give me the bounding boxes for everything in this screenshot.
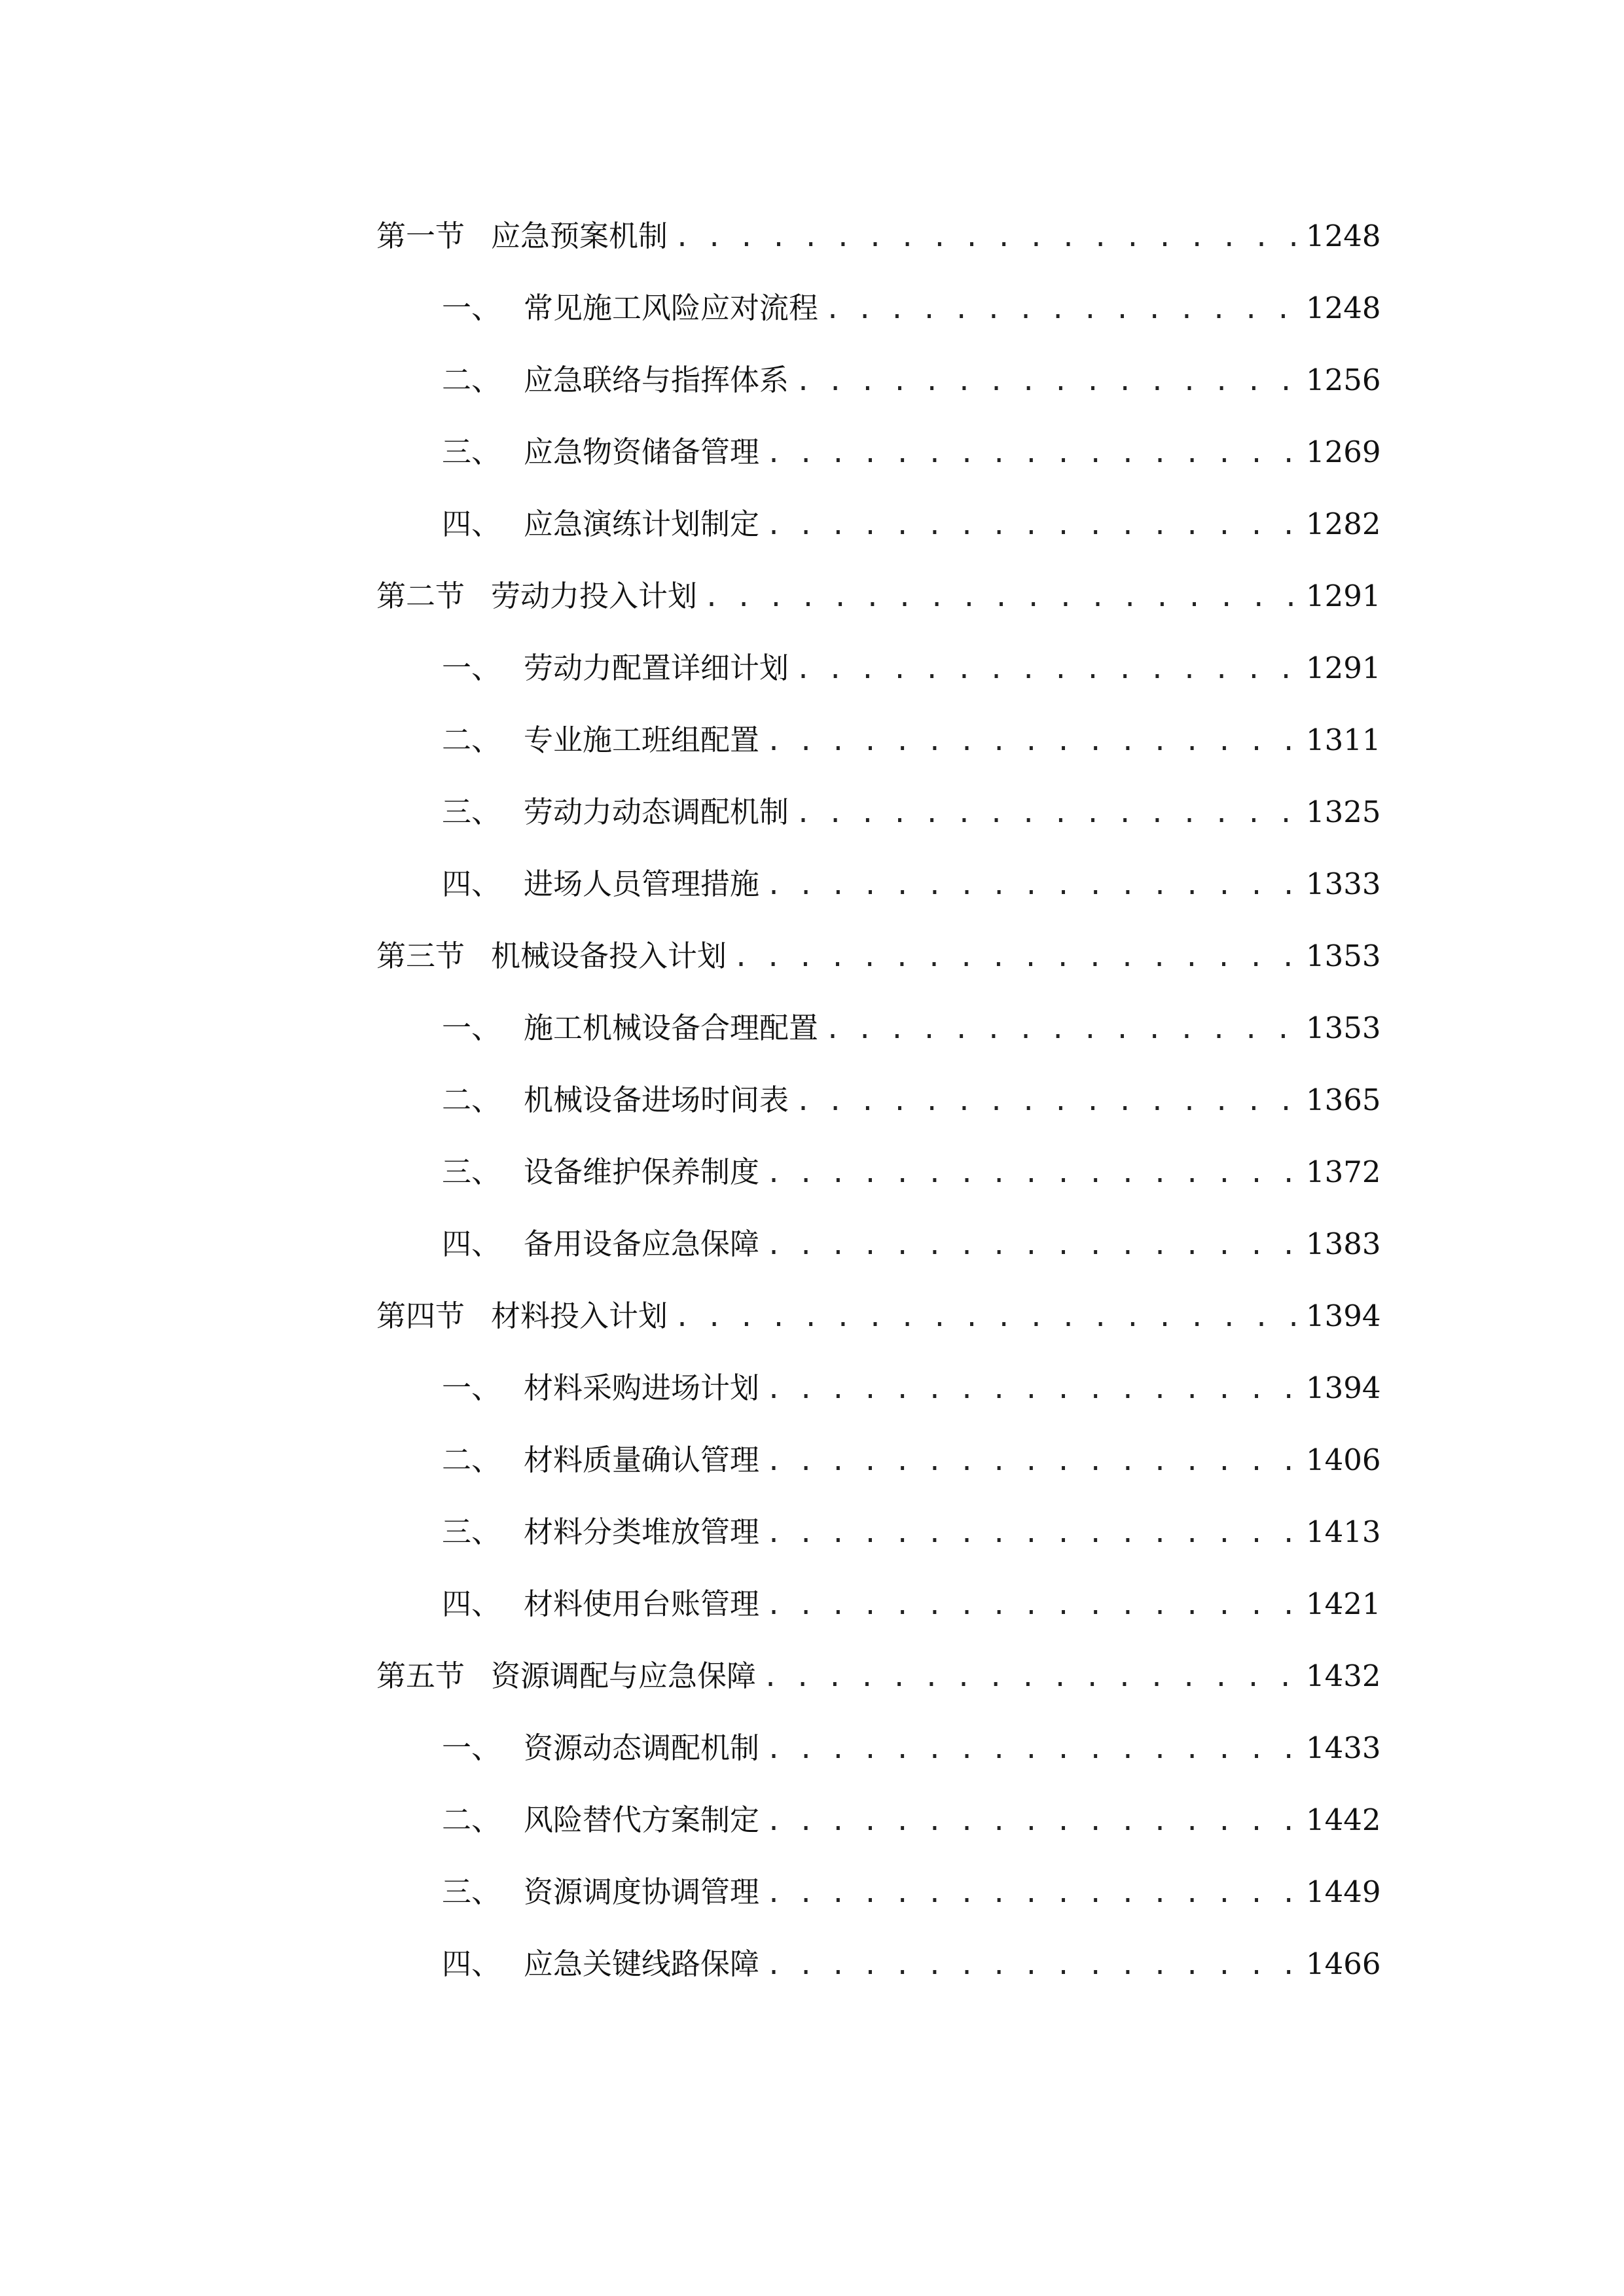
toc-entry-title: 资源动态调配机制: [524, 1731, 760, 1765]
toc-entry-title: 常见施工风险应对流程: [524, 291, 819, 325]
toc-subsection-entry[interactable]: [376, 1712, 1381, 1784]
toc-page-number: 1372: [1306, 1155, 1381, 1189]
toc-dot-leader: [763, 1641, 1298, 1713]
toc-page-number: 1325: [1306, 795, 1381, 829]
toc-page-number: 1269: [1306, 435, 1381, 469]
toc-entry-title: 应急演练计划制定: [524, 507, 760, 541]
toc-page-number: 1248: [1306, 291, 1381, 325]
toc-entry-number: 第五节: [376, 1659, 465, 1693]
toc-dot-leader: [795, 1066, 1298, 1138]
toc-dot-leader: [766, 850, 1298, 922]
toc-subsection-entry[interactable]: [376, 992, 1381, 1064]
toc-subsection-entry[interactable]: [376, 848, 1381, 920]
toc-section-entry[interactable]: [376, 200, 1381, 272]
toc-dot-leader: [825, 274, 1298, 346]
toc-entry-number: 二、: [442, 1083, 501, 1117]
toc-page-number: 1466: [1306, 1946, 1381, 1981]
toc-entry-number: 第二节: [376, 579, 465, 613]
toc-dot-leader: [766, 1857, 1298, 1929]
toc-entry-title: 风险替代方案制定: [524, 1803, 760, 1837]
toc-subsection-entry[interactable]: [376, 344, 1381, 416]
toc-entry-number: 一、: [442, 1371, 501, 1405]
toc-section-entry[interactable]: [376, 920, 1381, 992]
toc-entry-title: 材料采购进场计划: [524, 1371, 760, 1405]
toc-dot-leader: [766, 1785, 1298, 1857]
toc-entry-title: 应急联络与指挥体系: [524, 363, 789, 397]
toc-entry-title: 应急关键线路保障: [524, 1946, 760, 1981]
toc-page-number: 1432: [1306, 1659, 1381, 1693]
toc-subsection-entry[interactable]: [376, 1424, 1381, 1496]
toc-page-number: 1248: [1306, 219, 1381, 253]
toc-entry-number: 三、: [442, 1874, 501, 1909]
toc-dot-leader: [674, 1282, 1298, 1354]
toc-entry-number: 第三节: [376, 939, 465, 973]
toc-dot-leader: [766, 1570, 1298, 1641]
toc-page-number: 1394: [1306, 1299, 1381, 1333]
toc-subsection-entry[interactable]: [376, 272, 1381, 344]
toc-entry-number: 二、: [442, 1803, 501, 1837]
toc-entry-title: 材料分类堆放管理: [524, 1515, 760, 1549]
toc-dot-leader: [766, 490, 1298, 562]
toc-entry-number: 第四节: [376, 1299, 465, 1333]
toc-dot-leader: [733, 922, 1298, 994]
toc-entry-number: 一、: [442, 651, 501, 685]
toc-section-entry[interactable]: [376, 560, 1381, 632]
toc-subsection-entry[interactable]: [376, 1136, 1381, 1208]
toc-subsection-entry[interactable]: [376, 632, 1381, 704]
toc-subsection-entry[interactable]: [376, 704, 1381, 776]
toc-page-number: 1353: [1306, 939, 1381, 973]
toc-dot-leader: [766, 1498, 1298, 1570]
toc-subsection-entry[interactable]: [376, 1496, 1381, 1568]
toc-entry-number: 三、: [442, 1155, 501, 1189]
toc-dot-leader: [795, 634, 1298, 706]
toc-page-number: 1311: [1306, 723, 1381, 757]
toc-dot-leader: [795, 778, 1298, 850]
toc-page-number: 1383: [1306, 1227, 1381, 1261]
toc-entry-number: 一、: [442, 1731, 501, 1765]
toc-entry-number: 四、: [442, 1227, 501, 1261]
toc-dot-leader: [674, 202, 1298, 274]
toc-subsection-entry[interactable]: [376, 1208, 1381, 1280]
toc-entry-title: 资源调配与应急保障: [491, 1659, 757, 1693]
toc-dot-leader: [766, 1426, 1298, 1498]
toc-entry-number: 一、: [442, 1011, 501, 1045]
toc-entry-title: 进场人员管理措施: [524, 867, 760, 901]
toc-dot-leader: [766, 1210, 1298, 1282]
toc-entry-title: 机械设备投入计划: [491, 939, 727, 973]
toc-page-number: 1365: [1306, 1083, 1381, 1117]
toc-page-number: 1333: [1306, 867, 1381, 901]
toc-page-number: 1282: [1306, 507, 1381, 541]
toc-dot-leader: [825, 994, 1298, 1066]
toc-page-number: 1449: [1306, 1874, 1381, 1909]
toc-subsection-entry[interactable]: [376, 1856, 1381, 1928]
toc-page-number: 1353: [1306, 1011, 1381, 1045]
toc-subsection-entry[interactable]: [376, 488, 1381, 560]
toc-dot-leader: [766, 1354, 1298, 1426]
toc-dot-leader: [766, 1929, 1298, 2001]
toc-entry-number: 三、: [442, 435, 501, 469]
toc-section-entry[interactable]: [376, 1280, 1381, 1352]
toc-dot-leader: [766, 418, 1298, 490]
toc-entry-number: 二、: [442, 1443, 501, 1477]
toc-subsection-entry[interactable]: [376, 1568, 1381, 1640]
toc-entry-number: 四、: [442, 1946, 501, 1981]
toc-entry-title: 设备维护保养制度: [524, 1155, 760, 1189]
toc-entry-number: 第一节: [376, 219, 465, 253]
toc-entry-number: 一、: [442, 291, 501, 325]
toc-entry-number: 三、: [442, 1515, 501, 1549]
toc-page-number: 1421: [1306, 1587, 1381, 1621]
toc-dot-leader: [766, 1138, 1298, 1210]
toc-dot-leader: [704, 562, 1298, 634]
toc-entry-number: 二、: [442, 363, 501, 397]
toc-entry-title: 应急物资储备管理: [524, 435, 760, 469]
toc-entry-title: 劳动力投入计划: [491, 579, 698, 613]
toc-entry-title: 机械设备进场时间表: [524, 1083, 789, 1117]
toc-entry-title: 应急预案机制: [491, 219, 668, 253]
toc-dot-leader: [766, 706, 1298, 778]
toc-page-number: 1406: [1306, 1443, 1381, 1477]
toc-page-number: 1394: [1306, 1371, 1381, 1405]
toc-entry-title: 材料使用台账管理: [524, 1587, 760, 1621]
toc-page-number: 1442: [1306, 1803, 1381, 1837]
toc-subsection-entry[interactable]: [376, 1784, 1381, 1856]
toc-page-number: 1413: [1306, 1515, 1381, 1549]
toc-page-number: 1291: [1306, 579, 1381, 613]
toc-subsection-entry[interactable]: [376, 776, 1381, 848]
toc-entry-title: 材料投入计划: [491, 1299, 668, 1333]
toc-entry-number: 四、: [442, 1587, 501, 1621]
toc-subsection-entry[interactable]: [376, 1928, 1381, 2000]
toc-entry-title: 劳动力动态调配机制: [524, 795, 789, 829]
toc-subsection-entry[interactable]: [376, 416, 1381, 488]
toc-dot-leader: [795, 346, 1298, 418]
table-of-contents: [376, 200, 1381, 2000]
toc-entry-title: 劳动力配置详细计划: [524, 651, 789, 685]
toc-section-entry[interactable]: [376, 1640, 1381, 1712]
toc-entry-number: 四、: [442, 867, 501, 901]
toc-entry-title: 专业施工班组配置: [524, 723, 760, 757]
toc-entry-title: 备用设备应急保障: [524, 1227, 760, 1261]
toc-dot-leader: [766, 1713, 1298, 1785]
toc-entry-title: 资源调度协调管理: [524, 1874, 760, 1909]
toc-entry-title: 施工机械设备合理配置: [524, 1011, 819, 1045]
toc-subsection-entry[interactable]: [376, 1064, 1381, 1136]
toc-entry-number: 三、: [442, 795, 501, 829]
toc-entry-number: 二、: [442, 723, 501, 757]
toc-entry-number: 四、: [442, 507, 501, 541]
toc-page-number: 1291: [1306, 651, 1381, 685]
toc-page-number: 1433: [1306, 1731, 1381, 1765]
toc-page-number: 1256: [1306, 363, 1381, 397]
toc-entry-title: 材料质量确认管理: [524, 1443, 760, 1477]
toc-subsection-entry[interactable]: [376, 1352, 1381, 1424]
